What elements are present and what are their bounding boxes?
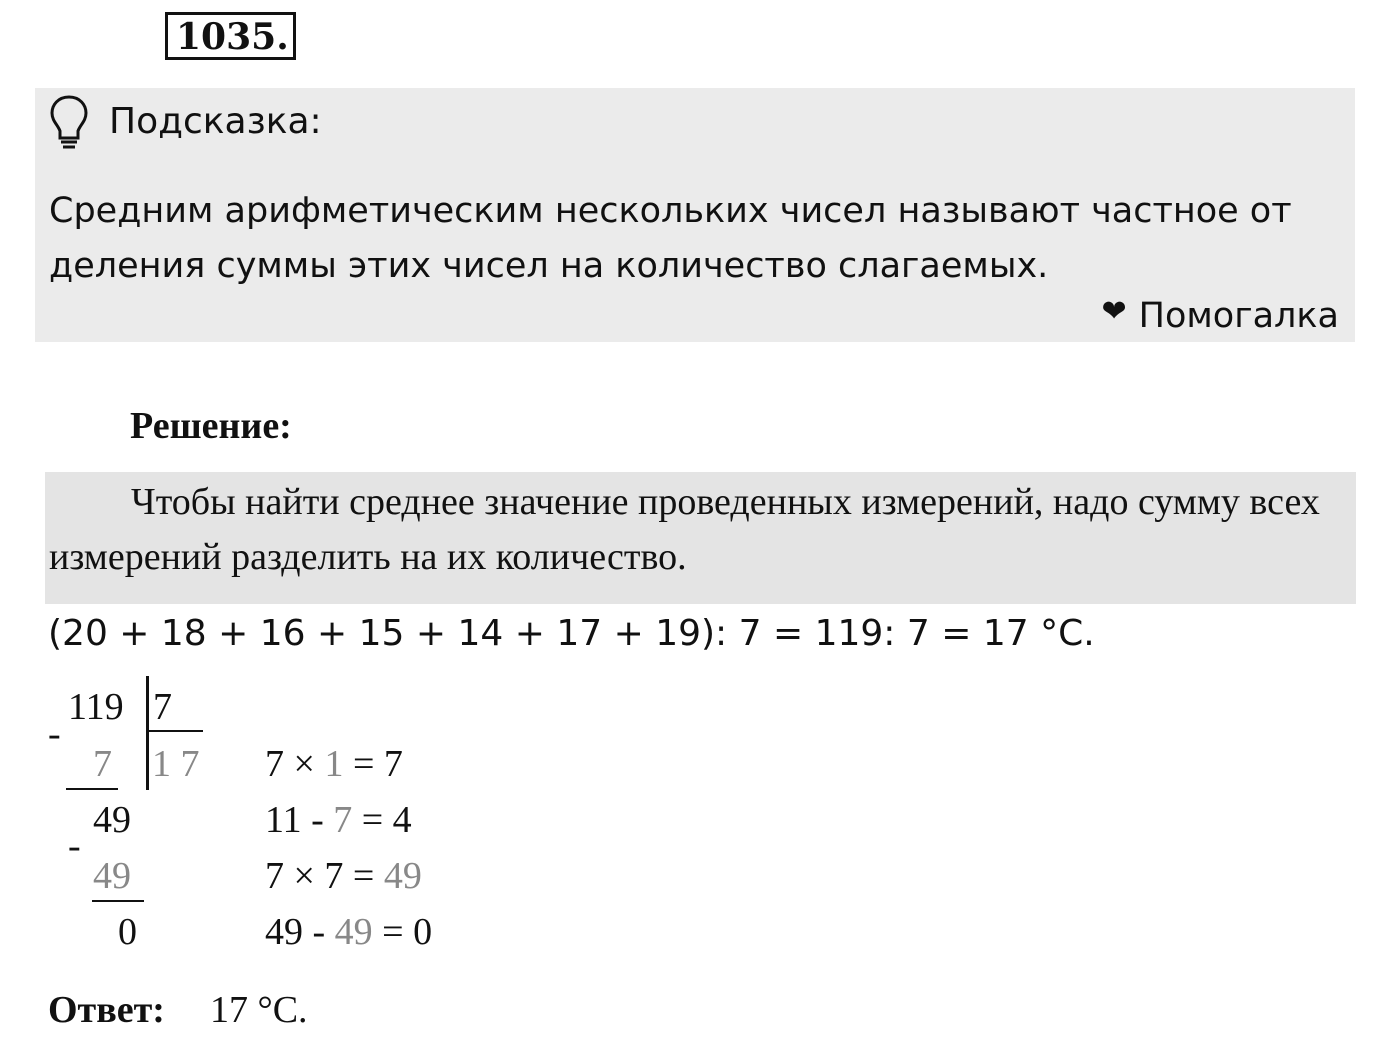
brand-label: Помогалка — [1138, 296, 1339, 336]
solution-equation: (20 + 18 + 16 + 15 + 14 + 17 + 19): 7 = 119: 7 = 17 °C. — [48, 613, 1095, 654]
dividend: 119 — [68, 686, 124, 728]
hint-brand — [1102, 294, 1340, 340]
minus-sign-1: - — [48, 713, 61, 755]
step-part: 7 × 7 = — [265, 855, 384, 897]
hint-text: Средним арифметическим нескольких чисел называют частное от деления суммы этих чисел на количество слагаемых. — [49, 191, 1292, 286]
division-step — [265, 800, 412, 840]
division-step — [265, 856, 422, 896]
answer-label: Ответ: — [48, 989, 165, 1031]
step-part: = 0 — [372, 911, 433, 953]
step-part-gray: 7 — [333, 799, 353, 841]
answer-value: 17 °C. — [210, 989, 308, 1031]
quotient: 1 7 — [152, 743, 200, 785]
hint-title: Подсказка: — [109, 101, 322, 142]
step-part-gray: 49 — [383, 855, 422, 897]
step-part: 7 × — [265, 743, 325, 785]
problem-number: 1035. — [165, 12, 296, 60]
step-part-gray: 49 — [334, 911, 373, 953]
remainder-1: 49 — [93, 799, 131, 841]
lightbulb-icon — [49, 94, 89, 152]
division-step — [265, 912, 432, 952]
solution-explanation: Чтобы найти среднее значение проведенных измерений, надо сумму всех измерений разделить на их количество. — [45, 472, 1356, 604]
division-vertical-line — [146, 676, 149, 790]
step-part: = 7 — [343, 743, 403, 785]
divisor: 7 — [153, 686, 172, 728]
subtraction-line-1 — [66, 788, 118, 790]
hint-box — [35, 88, 1355, 342]
subtrahend-2: 49 — [93, 855, 131, 897]
step-part-gray: 1 — [324, 743, 344, 785]
step-part: = 4 — [352, 799, 412, 841]
subtrahend-1: 7 — [93, 743, 112, 785]
minus-sign-2: - — [68, 825, 81, 867]
subtraction-line-2 — [92, 900, 144, 902]
final-remainder: 0 — [118, 911, 137, 953]
step-part: 49 - — [265, 911, 335, 953]
heart-icon: ❤ — [1101, 294, 1127, 329]
divisor-underline — [146, 730, 203, 732]
solution-heading: Решение: — [130, 405, 292, 447]
division-step — [265, 744, 403, 784]
step-part: 11 - — [265, 799, 334, 841]
